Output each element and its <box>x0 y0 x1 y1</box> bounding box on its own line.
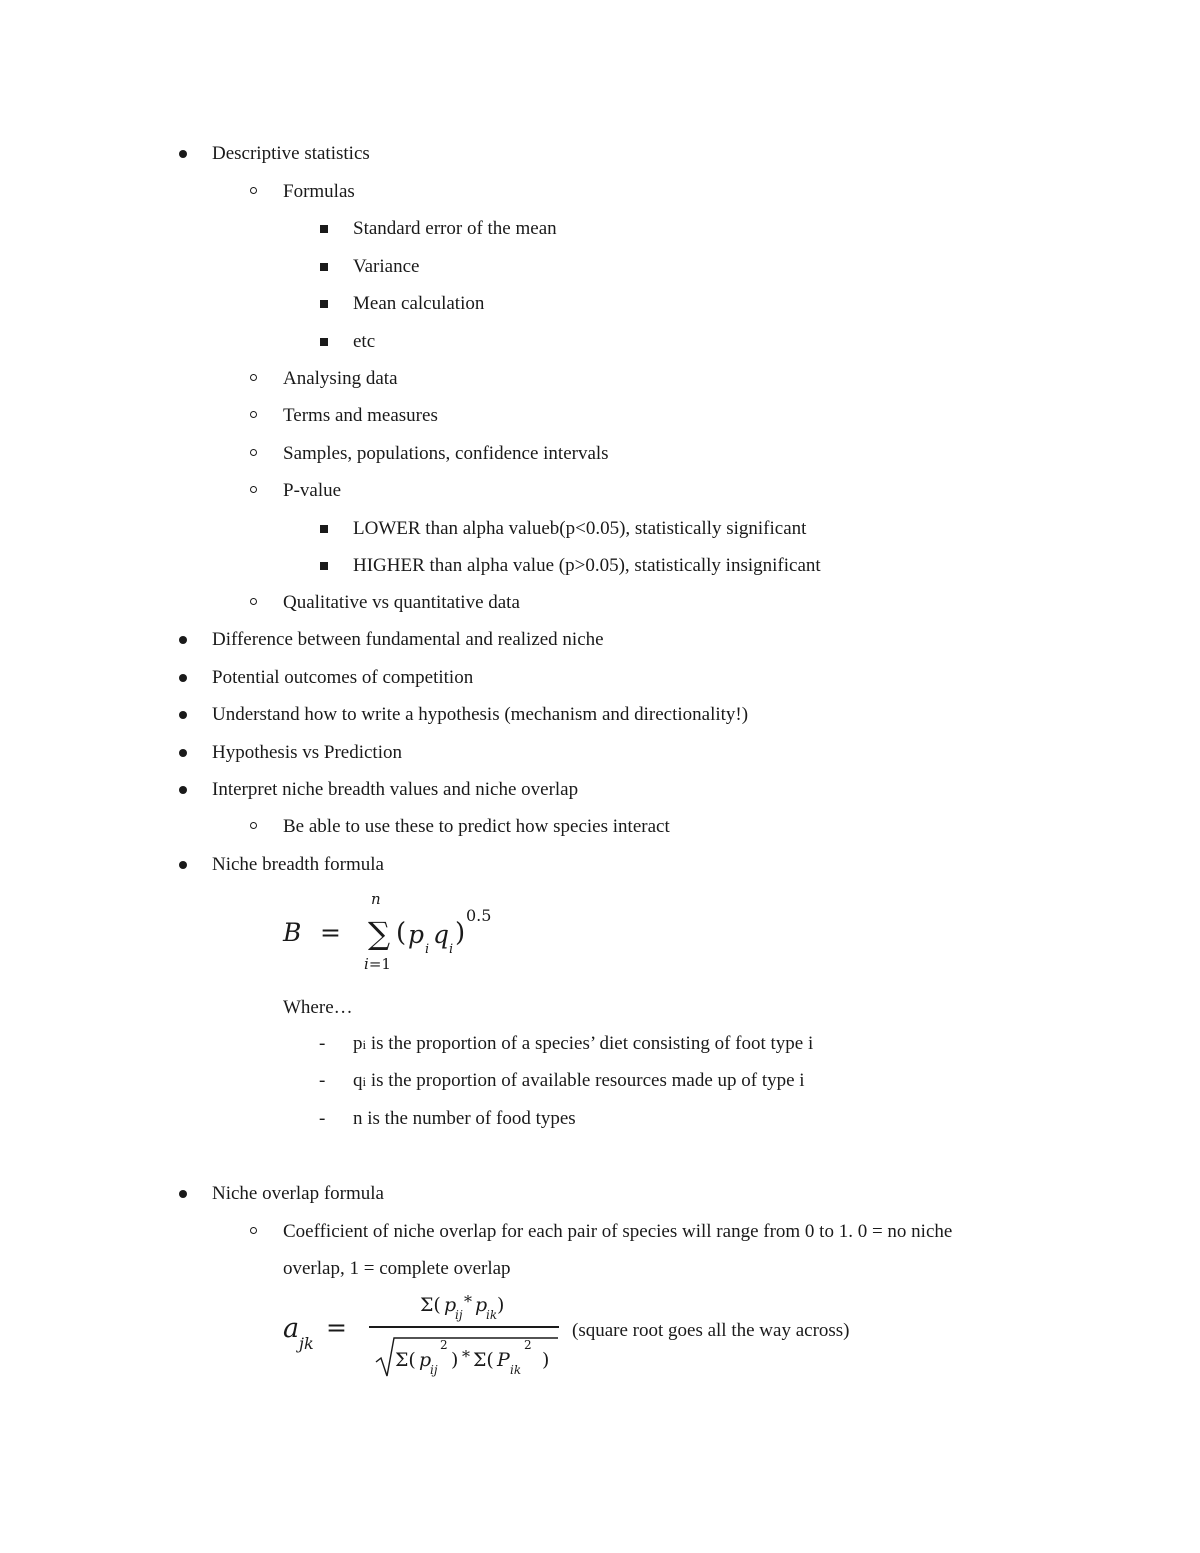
definition-q-text: is the proportion of available resources made up of type i <box>370 1070 805 1091</box>
item-analysing-data: Analysing data <box>283 368 398 389</box>
item-etc: etc <box>353 331 376 352</box>
item-formulas: Formulas <box>283 181 355 202</box>
definition-p-text: is the proportion of a species’ diet consisting of foot type i <box>370 1033 814 1054</box>
item-qualitative: Qualitative vs quantitative data <box>283 592 520 613</box>
item-lower-alpha: LOWER than alpha valueb(p<0.05), statistically significant <box>353 518 807 539</box>
item-hypothesis: Understand how to write a hypothesis (mechanism and directionality!) <box>212 704 749 725</box>
item-coefficient-line2: overlap, 1 = complete overlap <box>283 1258 511 1279</box>
item-predict-interaction: Be able to use these to predict how species interact <box>283 816 670 837</box>
item-coefficient-line1: Coefficient of niche overlap for each pair of species will range from 0 to 1. 0 = no niche <box>283 1221 953 1242</box>
item-standard-error: Standard error of the mean <box>353 218 557 239</box>
item-hypothesis-vs-prediction: Hypothesis vs Prediction <box>212 742 402 763</box>
item-descriptive-statistics: Descriptive statistics <box>212 143 370 164</box>
item-niche-overlap-formula: Niche overlap formula <box>212 1183 384 1204</box>
item-mean-calculation: Mean calculation <box>353 293 485 314</box>
definition-p: - pi is the proportion of a species’ diet consisting of foot type i <box>353 1032 813 1057</box>
where-label: Where… <box>283 997 353 1018</box>
item-samples: Samples, populations, confidence intervals <box>283 443 609 464</box>
document-page: Descriptive statistics Formulas Standard error of the mean Variance Mean calculation etc Analysing data Terms and measures Samples, populations, confidence intervals P-value LOWER than alpha valueb(p<0.05), statistically significant HIGHER than alpha value (p>0.05), statistically insignificant Qualitative vs quantitative data Difference between fundamental and realized niche Potential outcomes of competition Understand how to write a hypothesis (mechanism and directionality!) Hypothesis vs Prediction Interpret niche breadth values and niche overlap Be able to use these to predict how species interact Niche breadth formula B = n ∑ i=1 ( p i q i ) 0.5 Where… - pi is the proportion of a species’ diet consisting of foot type i - qi is the proportion of available resources made up of type i - n is the number of food types Niche overlap formula Coefficient of niche overlap for each pair of species will range from 0 to 1. 0 = no niche overlap, 1 = complete overlap a jk = Σ( p ij * p ik ) Σ( p ij 2 ) * Σ( P ik 2 ) (square root goes all the way across) <box>0 0 1200 1553</box>
item-terms-and-measures: Terms and measures <box>283 405 438 426</box>
square-root-note: (square root goes all the way across) <box>572 1320 850 1341</box>
item-p-value: P-value <box>283 480 342 501</box>
item-interpret-niche: Interpret niche breadth values and niche overlap <box>212 779 579 800</box>
item-niche-difference: Difference between fundamental and realized niche <box>212 629 604 650</box>
item-higher-alpha: HIGHER than alpha value (p>0.05), statistically insignificant <box>353 555 821 576</box>
item-variance: Variance <box>353 256 420 277</box>
definition-q: - qi is the proportion of available resources made up of type i <box>353 1069 805 1094</box>
item-niche-breadth-formula: Niche breadth formula <box>212 854 384 875</box>
item-competition-outcomes: Potential outcomes of competition <box>212 667 474 688</box>
definition-n: - n is the number of food types <box>353 1107 576 1131</box>
